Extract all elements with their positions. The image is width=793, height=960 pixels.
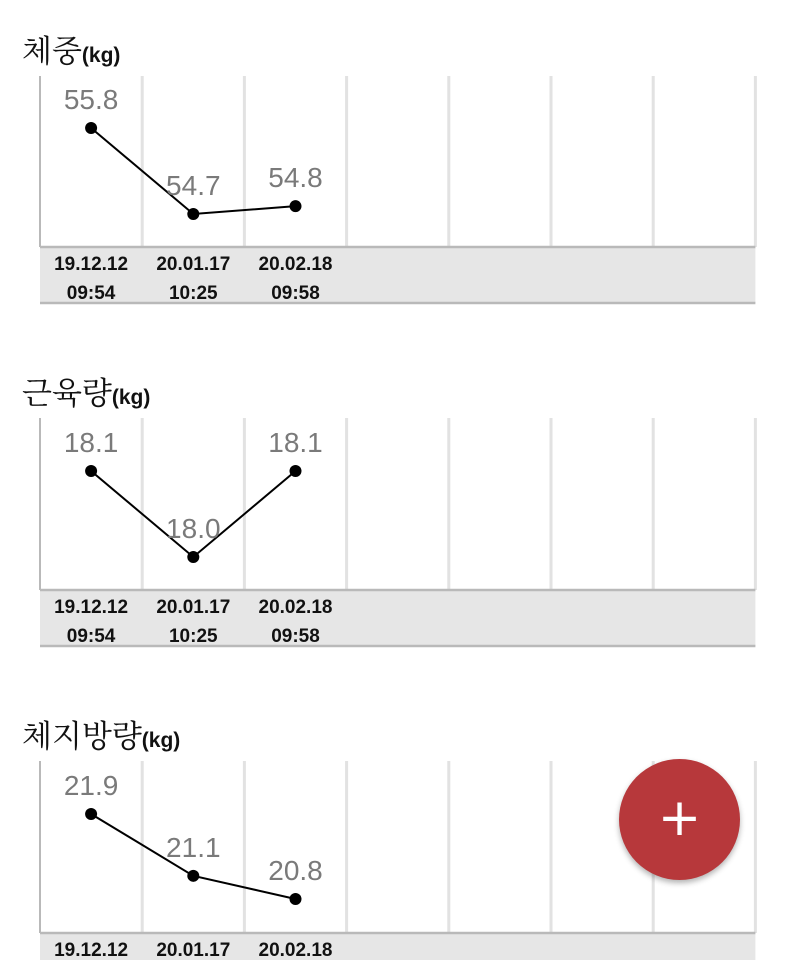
x-tick-label-time: 10:25	[168, 626, 218, 647]
data-point	[85, 808, 97, 820]
plus-icon: +	[657, 787, 702, 848]
add-record-button[interactable]	[619, 759, 740, 880]
x-tick-label-date: 19.12.12	[54, 254, 129, 275]
muscle-title-unit: (kg)	[111, 386, 151, 409]
x-tick-label-time: 10:25	[168, 283, 218, 304]
x-tick-label-date: 20.02.18	[258, 254, 333, 275]
x-axis-band	[40, 933, 755, 960]
data-label: 18.1	[268, 427, 323, 458]
body-fat-title-text: 체지방량	[22, 719, 142, 755]
data-label: 21.1	[166, 831, 221, 863]
x-tick-label-date: 20.02.18	[258, 597, 333, 618]
x-tick-label-time: 09:58	[271, 626, 320, 647]
x-tick-label-time: 09:54	[66, 626, 116, 647]
x-tick-label-time: 09:54	[66, 283, 116, 304]
x-tick-label-date: 20.02.18	[258, 940, 333, 960]
data-point	[290, 893, 302, 905]
x-tick-label-date: 19.12.12	[54, 940, 129, 960]
data-label: 18.0	[166, 513, 221, 544]
x-tick-label-date: 19.12.12	[54, 597, 129, 618]
x-tick-label-date: 20.01.17	[156, 940, 231, 960]
data-label: 21.9	[63, 770, 119, 801]
body-fat-title-unit: (kg)	[141, 729, 181, 752]
weight-title-unit: (kg)	[81, 44, 121, 67]
weight-title-text: 체중	[22, 34, 82, 70]
data-label: 54.8	[268, 162, 323, 194]
x-tick-label-date: 20.01.17	[156, 597, 231, 618]
data-label: 18.1	[63, 427, 119, 458]
data-label: 20.8	[268, 855, 323, 886]
x-tick-label-date: 20.01.17	[156, 254, 231, 275]
data-label: 55.8	[63, 84, 119, 115]
data-label: 54.7	[166, 170, 221, 201]
data-point	[187, 870, 199, 882]
x-tick-label-time: 09:58	[271, 283, 320, 304]
muscle-title-text: 근육량	[22, 376, 112, 412]
